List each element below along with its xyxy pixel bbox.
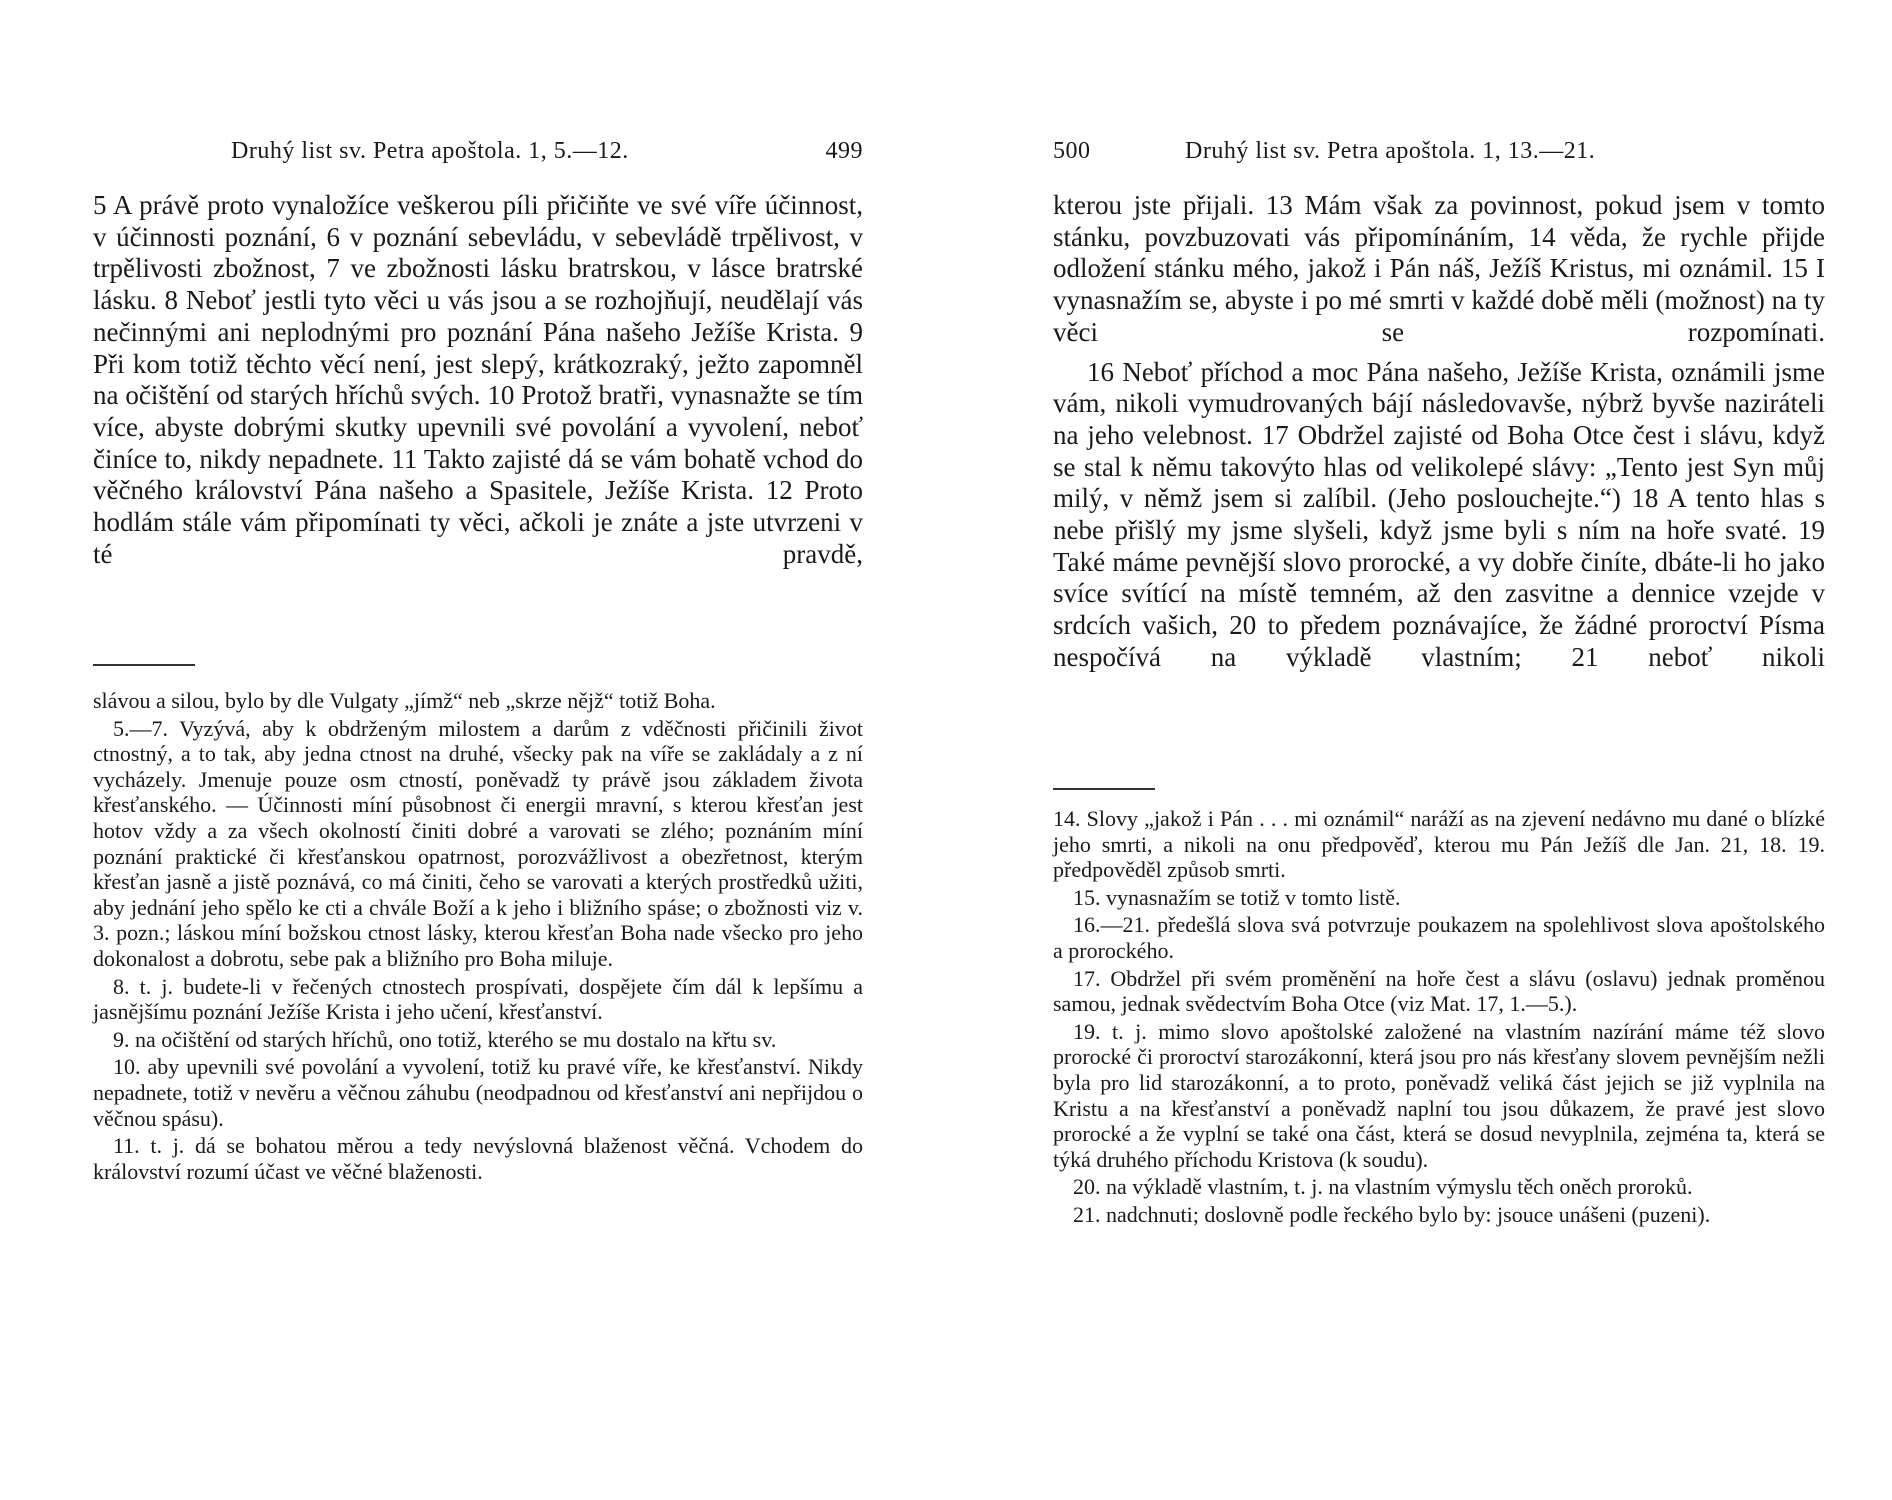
footnote: 14. Slovy „jakož i Pán . . . mi oznámil“ naráží as na zjevení nedávno mu dané o blízké jeho smrti, a nikoli na onu předpověď, kterou mu Pán Ježíš dle Jan. 21, 18. 19. předpověděl způsob smrti. <box>1053 806 1825 883</box>
footnotes <box>93 688 863 1186</box>
footnote: 15. vynasnažím se totiž v tomto listě. <box>1073 884 1401 910</box>
body-paragraph: kterou jste přijali. 13 Mám však za povinnost, pokud jsem v tomto stánku, povzbuzovati vás připomínáním, 14 věda, že rychle přijde odložení stánku mého, jakož i Pán náš, Ježíš Kristus, mi oznámil. 15 I vynasnažím se, abyste i po mé smrti v každé době měli (možnost) na ty věci se rozpomínati. <box>1053 190 1825 347</box>
page-number: 499 <box>825 138 863 164</box>
footnote: slávou a silou, bylo by dle Vulgaty „jímž“ neb „skrze nějž“ totiž Boha. <box>93 688 716 713</box>
running-head <box>93 138 863 168</box>
footnote: 11. t. j. dá se bohatou měrou a tedy nevýslovná blaženost věčná. Vchodem do království rozumí účast ve věčné blaženosti. <box>93 1133 863 1184</box>
footnotes <box>1053 806 1825 1230</box>
header-title: Druhý list sv. Petra apoštola. 1, 13.—21. <box>1185 138 1596 164</box>
running-head <box>1053 138 1825 168</box>
footnote-divider <box>93 664 195 666</box>
footnote: 16.—21. předešlá slova svá potvrzuje poukazem na spolehlivost slova apoštolského a prorockého. <box>1053 912 1825 963</box>
header-title: Druhý list sv. Petra apoštola. 1, 5.—12. <box>231 138 629 164</box>
footnote: 21. nadchnuti; doslovně podle řeckého bylo by: jsouce unášeni (puzeni). <box>1073 1201 1711 1227</box>
page-number: 500 <box>1053 138 1091 164</box>
main-text <box>93 190 863 570</box>
footnote: 10. aby upevnili své povolání a vyvolení, totiž ku pravé víře, ke křesťanství. Nikdy nepadnete, totiž v nevěru a věčnou záhubu (neodpadnou od křesťanství ani nepřijdou o věčnou spásu). <box>93 1054 863 1131</box>
footnote: 9. na očištění od starých hříchů, ono totiž, kterého se mu dostalo na křtu sv. <box>113 1026 777 1052</box>
body-paragraph: 16 Neboť příchod a moc Pána našeho, Ježíše Krista, oznámili jsme vám, nikoli vymudrovaných bájí následovavše, nýbrž byvše naziráteli na jeho velebnost. 17 Obdržel zajisté od Boha Otce čest i slávu, když se stal k němu takovýto hlas od velikolepé slávy: „Tento jest Syn můj milý, v němž jsem si zalíbil. (Jeho poslouchejte.“) 18 A tento hlas s nebe přišlý my jsme slyšeli, když jsme byli s ním na hoře svaté. 19 Také máme pevnější slovo prorocké, a vy dobře činíte, dbáte-li ho jako svíce svítící na místě temném, až den zasvitne a dennice vzejde v srdcích vašich, 20 to předem poznávajíce, že žádné proroctví Písma nespočívá na výkladě vlastním; 21 neboť nikoli <box>1053 356 1825 672</box>
footnote: 19. t. j. mimo slovo apoštolské založené na vlastním nazírání máme též slovo prorocké či proroctví starozákonní, která jsou pro nás křesťany slovem pevnějším nežli byla pro lid starozákonní, a to proto, poněvadž veliká část jejich se již vyplnila na Kristu a na křesťanství a poněvadž naplní tou jsou důkazem, že pravé jest slovo prorocké a že vyplní se také ona část, která se dosud nevyplnila, zejména ta, která se týká druhého příchodu Kristova (k soudu). <box>1053 1018 1825 1172</box>
footnote: 5.—7. Vyzývá, aby k obdrženým milostem a darům z vděčnosti přičinili život ctnostný, a to tak, aby jedna ctnost na druhé, všecky pak na víře se zakládaly a z ní vycházely. Jmenuje pouze osm ctností, poněvadž ty právě jsou základem života křesťanského. — Účinnosti míní působnost či energii mravní, s kterou křesťan jest hotov vždy a za všech okolností činiti dobré a varovati se zlého; poznáním míní poznání praktické či křesťanskou opatrnost, porozvážlivost a obezřetnost, kterým křesťan jasně a jistě poznává, co má činiti, čeho se varovati a kterých prostředků užiti, aby jednání jeho spělo ke cti a chvále Boží a k jeho i bližního spáse; o zbožnosti viz v. 3. pozn.; láskou míní božskou ctnost lásky, kterou křesťan Boha nade všecko pro jeho dokonalost a dobrotu, sebe pak a bližního pro Boha miluje. <box>93 715 863 971</box>
body-paragraph: 5 A právě proto vynaložíce veškerou píli přičiňte ve své víře účinnost, v účinnosti poznání, 6 v poznání sebevládu, v sebevládě trpělivost, v trpělivosti zbožnost, 7 ve zbožnosti lásku bratrskou, v lásce bratrské lásku. 8 Neboť jestli tyto věci u vás jsou a se rozhojňují, neudělají vás nečinnými ani neplodnými pro poznání Pána našeho Ježíše Krista. 9 Při kom totiž těchto věcí není, jest slepý, krátkozraký, ježto zapomněl na očištění od starých hříchů svých. 10 Protož bratři, vynasnažte se tím více, abyste dobrými skutky upevnili své povolání a vyvolení, neboť činíce to, nikdy nepadnete. 11 Takto zajisté dá se vám bohatě vchod do věčného království Pána našeho a Spasitele, Ježíše Krista. 12 Proto hodlám stále vám připomínati ty věci, ačkoli je znáte a jste utvrzeni v té pravdě, <box>93 190 863 569</box>
footnote: 17. Obdržel při svém proměnění na hoře čest a slávu (oslavu) jednak proměnou samou, jednak svědectvím Boha Otce (viz Mat. 17, 1.—5.). <box>1053 965 1825 1017</box>
footnote-divider <box>1053 788 1155 790</box>
footnote: 20. na výkladě vlastním, t. j. na vlastním výmyslu těch oněch proroků. <box>1073 1174 1693 1200</box>
main-text <box>1053 190 1825 674</box>
footnote: 8. t. j. budete-li v řečených ctnostech prospívati, dospějete čím dál k lepšímu a jasnějšímu poznání Ježíše Krista i jeho učení, křesťanství. <box>93 973 863 1025</box>
